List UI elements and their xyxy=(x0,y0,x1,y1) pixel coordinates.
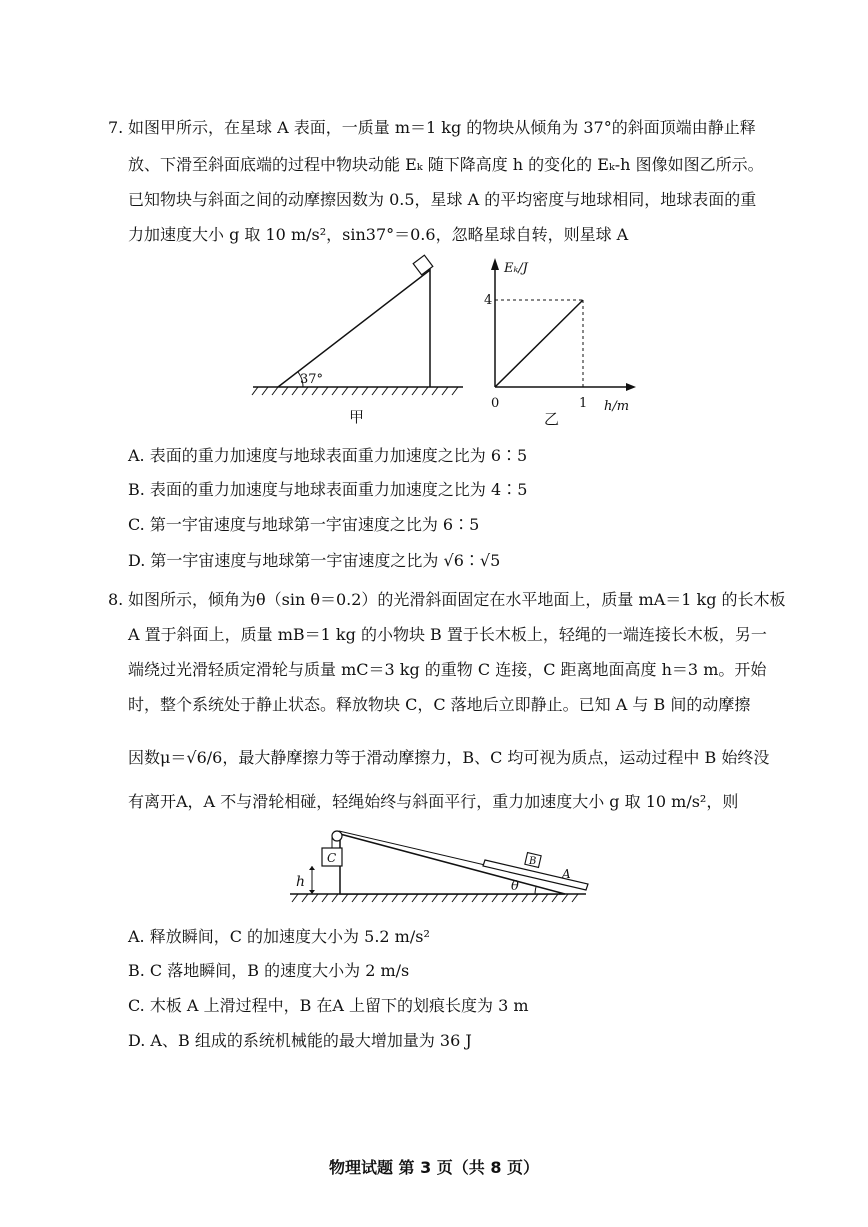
q7-option-a: A. 表面的重力加速度与地球表面重力加速度之比为 6∶5 xyxy=(128,446,528,465)
graph-ylabel: Eₖ/J xyxy=(504,261,528,276)
q8-option-a: A. 释放瞬间，C 的加速度大小为 5.2 m/s² xyxy=(128,927,430,946)
question-7-number: 7. xyxy=(108,118,124,137)
label-b: B xyxy=(529,856,537,867)
page-footer: 物理试题 第 3 页（共 8 页） xyxy=(328,1158,540,1177)
figure-pulley-incline xyxy=(290,822,590,918)
q7-option-d: D. 第一宇宙速度与地球第一宇宙速度之比为 √6∶√5 xyxy=(128,551,501,570)
question-8-line-2: A 置于斜面上，质量 mB＝1 kg 的小物块 B 置于长木板上，轻绳的一端连接长木板，另一 xyxy=(128,625,767,644)
graph-origin: 0 xyxy=(491,396,500,411)
figure-b-caption: 乙 xyxy=(544,410,560,428)
graph-y-tick: 4 xyxy=(484,293,493,308)
label-theta: θ xyxy=(511,879,519,894)
q8-option-b: B. C 落地瞬间，B 的速度大小为 2 m/s xyxy=(128,961,410,980)
question-8-line-4: 时，整个系统处于静止状态。释放物块 C，C 落地后立即静止。已知 A 与 B 间的动摩擦 xyxy=(128,695,751,714)
q7-option-c: C. 第一宇宙速度与地球第一宇宙速度之比为 6∶5 xyxy=(128,515,480,534)
q7-option-b: B. 表面的重力加速度与地球表面重力加速度之比为 4∶5 xyxy=(128,480,528,499)
question-8-line-3: 端绕过光滑轻质定滑轮与质量 mC＝3 kg 的重物 C 连接，C 距离地面高度 h＝3 m。开始 xyxy=(128,660,767,679)
q8-option-d: D. A、B 组成的系统机械能的最大增加量为 36 J xyxy=(128,1031,472,1050)
question-7-line-2: 放、下滑至斜面底端的过程中物块动能 Eₖ 随下降高度 h 的变化的 Eₖ-h 图像如图乙所示。 xyxy=(128,155,764,174)
question-7-line-3: 已知物块与斜面之间的动摩擦因数为 0.5，星球 A 的平均密度与地球相同，地球表面的重 xyxy=(128,190,757,209)
graph-xlabel: h/m xyxy=(604,399,630,414)
question-8-line-6: 有离开A，A 不与滑轮相碰，轻绳始终与斜面平行，重力加速度大小 g 取 10 m/s²，则 xyxy=(128,792,739,811)
q8-option-c: C. 木板 A 上滑过程中，B 在A 上留下的划痕长度为 3 m xyxy=(128,996,529,1015)
question-7-line-1: 如图甲所示，在星球 A 表面，一质量 m＝1 kg 的物块从倾角为 37°的斜面顶端由静止释 xyxy=(128,118,756,137)
angle-label: 37° xyxy=(300,372,324,387)
label-a: A xyxy=(562,867,571,881)
figure-incline-a xyxy=(248,252,468,436)
label-c: C xyxy=(327,851,337,865)
figure-ek-h-graph xyxy=(478,252,648,436)
figure-a-caption: 甲 xyxy=(349,408,365,426)
question-7-line-4: 力加速度大小 g 取 10 m/s²，sin37°＝0.6，忽略星球自转，则星球 A xyxy=(128,225,629,244)
question-8-number: 8. xyxy=(108,590,124,609)
question-8-line-1: 如图所示，倾角为θ（sin θ＝0.2）的光滑斜面固定在水平地面上，质量 mA＝1 kg 的长木板 xyxy=(128,590,786,609)
graph-x-tick: 1 xyxy=(579,396,588,411)
label-h: h xyxy=(296,874,306,890)
question-8-line-5: 因数μ＝√6/6，最大静摩擦力等于滑动摩擦力，B、C 均可视为质点，运动过程中 B 始终没 xyxy=(128,748,770,767)
